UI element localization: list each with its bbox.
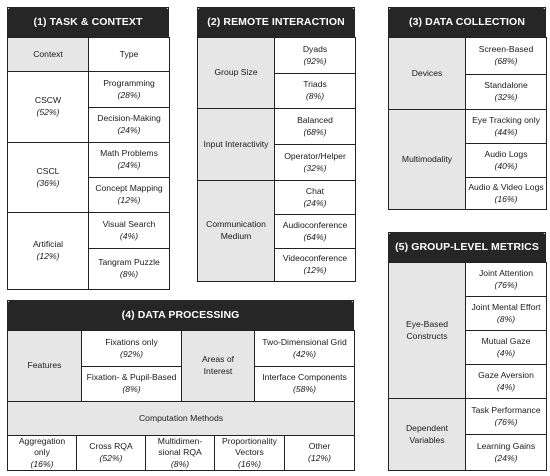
item-dyads: Dyads (92%) xyxy=(274,37,356,74)
item-fixations-only: Fixations only (92%) xyxy=(81,330,182,367)
item-joint-mental-effort: Joint Mental Effort (8%) xyxy=(465,296,547,331)
data-processing-title: (4) DATA PROCESSING xyxy=(7,300,354,330)
data-collection-title: (3) DATA COLLECTION xyxy=(388,7,546,37)
type-math-problems: Math Problems (24%) xyxy=(88,142,170,178)
devices-label: Devices xyxy=(388,37,466,110)
eye-based-constructs-label: Eye-Based Constructs xyxy=(388,262,466,399)
features-label: Features xyxy=(7,330,82,402)
item-triads: Triads (8%) xyxy=(274,73,356,109)
task-context-panel xyxy=(7,7,169,290)
item-eye-tracking-only: Eye Tracking only (44%) xyxy=(465,109,547,144)
remote-interaction-title: (2) REMOTE INTERACTION xyxy=(197,7,355,37)
computation-methods-label: Computation Methods xyxy=(7,401,355,436)
item-audioconference: Audioconference (64%) xyxy=(274,214,356,249)
method-other: Other (12%) xyxy=(284,435,355,471)
communication-medium-label: Communication Medium xyxy=(197,180,275,282)
task-context-title: (1) TASK & CONTEXT xyxy=(7,7,169,37)
item-fixation-pupil-based: Fixation- & Pupil-Based (8%) xyxy=(81,366,182,402)
dependent-variables-label: Dependent Variables xyxy=(388,398,466,471)
column-header-type: Type xyxy=(88,37,170,72)
item-videoconference: Videoconference (12%) xyxy=(274,248,356,282)
item-gaze-aversion: Gaze Aversion (4%) xyxy=(465,364,547,399)
item-interface-components: Interface Components (58%) xyxy=(254,366,355,402)
remote-interaction-panel xyxy=(197,7,355,282)
item-joint-attention: Joint Attention (76%) xyxy=(465,262,547,297)
item-mutual-gaze: Mutual Gaze (4%) xyxy=(465,330,547,365)
data-processing-panel xyxy=(7,300,354,471)
areas-of-interest-label: Areas of Interest xyxy=(181,330,255,402)
item-screen-based: Screen-Based (68%) xyxy=(465,37,547,75)
multimodality-label: Multimodality xyxy=(388,109,466,210)
item-audio-logs: Audio Logs (40%) xyxy=(465,143,547,178)
method-multidimensional-rqa: Multidimen- sional RQA (8%) xyxy=(145,435,215,471)
method-cross-rqa: Cross RQA (52%) xyxy=(76,435,146,471)
context-cscw: CSCW (52%) xyxy=(7,71,89,143)
type-tangram-puzzle: Tangram Puzzle (8%) xyxy=(88,248,170,290)
group-metrics-title: (5) GROUP-LEVEL METRICS xyxy=(388,232,546,262)
item-two-dimensional-grid: Two-Dimensional Grid (42%) xyxy=(254,330,355,367)
item-task-performance: Task Performance (76%) xyxy=(465,398,547,435)
group-metrics-panel xyxy=(388,232,546,471)
item-operator-helper: Operator/Helper (32%) xyxy=(274,144,356,181)
item-chat: Chat (24%) xyxy=(274,180,356,215)
item-learning-gains: Learning Gains (24%) xyxy=(465,434,547,471)
group-size-label: Group Size xyxy=(197,37,275,109)
item-audio-video-logs: Audio & Video Logs (16%) xyxy=(465,177,547,210)
type-visual-search: Visual Search (4%) xyxy=(88,212,170,249)
method-aggregation-only: Aggregation only (16%) xyxy=(7,435,77,471)
context-artificial: Artificial (12%) xyxy=(7,212,89,290)
input-interactivity-label: Input Interactivity xyxy=(197,108,275,181)
data-collection-panel xyxy=(388,7,546,210)
context-cscl: CSCL (36%) xyxy=(7,142,89,213)
method-proportionality-vectors: Proportionality Vectors (16%) xyxy=(214,435,285,471)
column-header-context: Context xyxy=(7,37,89,72)
type-programming: Programming (28%) xyxy=(88,71,170,108)
type-decision-making: Decision-Making (24%) xyxy=(88,107,170,143)
item-standalone: Standalone (32%) xyxy=(465,74,547,110)
item-balanced: Balanced (68%) xyxy=(274,108,356,145)
type-concept-mapping: Concept Mapping (12%) xyxy=(88,177,170,213)
